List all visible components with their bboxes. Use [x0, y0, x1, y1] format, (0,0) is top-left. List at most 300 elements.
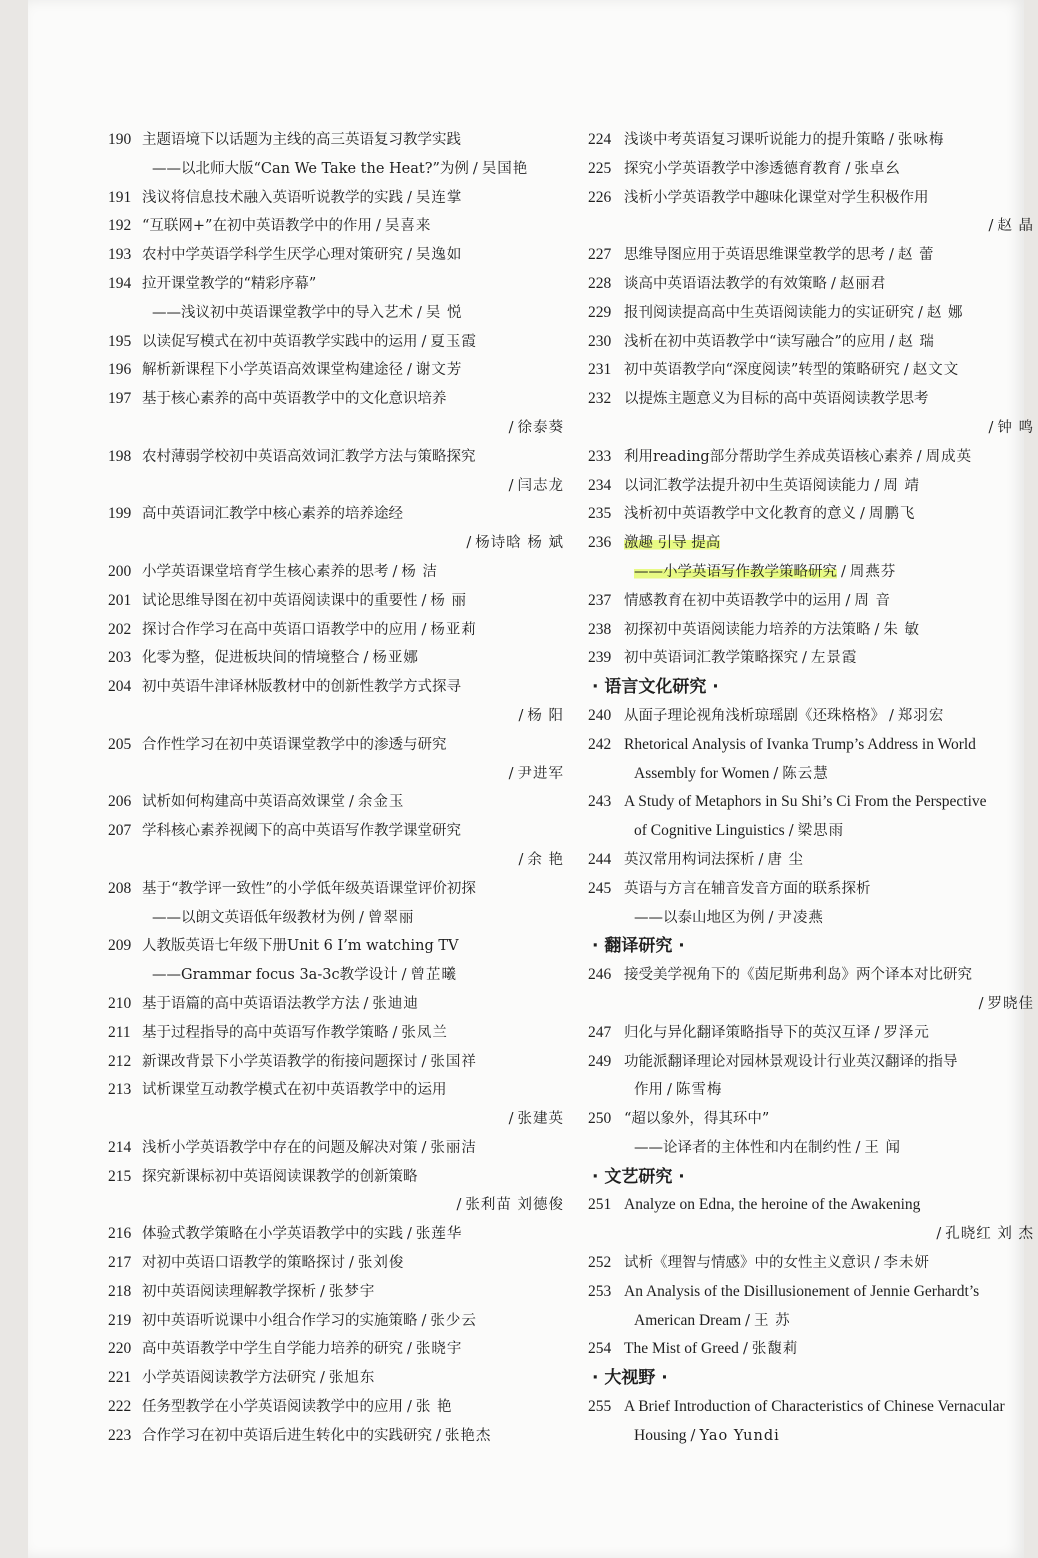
entry-body	[142, 558, 568, 587]
author-separator: /	[421, 621, 427, 638]
entry-number: 237	[588, 591, 612, 609]
entry-title: 对初中英语口语教学的策略探讨	[142, 1255, 345, 1272]
entry-title: 体验式教学策略在小学英语教学中的实践	[142, 1226, 403, 1243]
entry-body	[142, 1163, 568, 1221]
entry-title: 试析课堂互动教学模式在初中英语教学中的运用	[142, 1082, 447, 1099]
entry-title-line	[624, 788, 1038, 817]
entry-title-line	[142, 817, 568, 846]
entry-author: 张莲华	[415, 1226, 463, 1243]
toc-entry	[588, 587, 1038, 616]
entry-author: 张 艳	[415, 1399, 453, 1416]
entry-title-line	[624, 846, 1038, 875]
toc-entry	[108, 1076, 568, 1134]
entry-author: 杨亚莉	[430, 621, 477, 638]
toc-entry	[588, 1393, 1038, 1451]
author-separator: /	[363, 995, 369, 1012]
toc-entry	[588, 702, 1038, 731]
entry-number: 252	[588, 1254, 612, 1272]
entry-subtitle: ——浅议初中英语课堂教学中的导入艺术	[152, 304, 413, 321]
toc-entry	[588, 356, 1038, 385]
entry-number: 247	[588, 1023, 612, 1041]
entry-title-line	[142, 1163, 568, 1192]
entry-title: 小学英语阅读教学方法研究	[142, 1370, 316, 1387]
entry-body	[624, 270, 1038, 299]
entry-number: 198	[108, 447, 132, 465]
entry-body	[624, 443, 1038, 472]
author-separator: /	[508, 1111, 514, 1128]
entry-body	[624, 587, 1038, 616]
entry-body	[624, 241, 1038, 270]
entry-author: 闫志龙	[517, 477, 564, 494]
author-separator: /	[845, 592, 851, 609]
entry-body	[142, 1393, 568, 1422]
toc-entry	[588, 788, 1038, 846]
entry-subtitle: ——论译者的主体性和内在制约性	[634, 1139, 852, 1156]
entry-title-line	[142, 270, 568, 299]
entry-author: 张卓幺	[854, 160, 901, 177]
entry-number: 211	[108, 1023, 131, 1041]
entry-number: 217	[108, 1254, 132, 1272]
entry-number: 232	[588, 390, 612, 408]
entry-body	[624, 356, 1038, 385]
entry-number: 243	[588, 793, 612, 811]
entry-body	[624, 1278, 1038, 1336]
toc-entry	[588, 1335, 1038, 1364]
entry-title-line	[624, 155, 1038, 184]
entry-author: 杨诗晗 杨 斌	[475, 535, 564, 552]
entry-author: 杨 丽	[430, 592, 467, 609]
author-separator: /	[988, 419, 994, 436]
entry-title-line	[142, 1307, 568, 1336]
author-separator: /	[518, 851, 524, 868]
entry-title-line	[142, 356, 568, 385]
author-separator: /	[421, 333, 427, 350]
entry-title: 主题语境下以话题为主线的高三英语复习教学实践	[142, 132, 461, 148]
entry-subtitle: American Dream	[634, 1311, 742, 1329]
section-heading: · 翻译研究 ·	[592, 936, 685, 957]
entry-title: 解析新课程下小学英语高效课堂构建途径	[142, 362, 403, 379]
entry-author: 王 苏	[754, 1312, 791, 1329]
author-separator: /	[889, 707, 894, 724]
toc-entry	[108, 270, 568, 328]
entry-title-line	[624, 328, 1038, 357]
entry-title-line	[142, 1393, 568, 1422]
toc-entry	[108, 1220, 568, 1249]
entry-number: 219	[108, 1311, 132, 1329]
entry-title: 报刊阅读提高高中生英语阅读能力的实证研究	[624, 304, 914, 321]
entry-title-line	[624, 500, 1038, 529]
entry-title: 小学英语课堂培育学生核心素养的思考	[142, 563, 389, 580]
author-separator: /	[349, 1255, 354, 1272]
entry-author: 陈云慧	[782, 765, 829, 782]
entry-number: 191	[108, 188, 132, 206]
author-separator: /	[742, 1341, 748, 1358]
entry-title: 试论思维导图在初中英语阅读课中的重要性	[142, 592, 418, 609]
author-separator: /	[508, 765, 514, 782]
entry-author: 罗晓佳	[987, 995, 1034, 1012]
entry-author: 夏玉霞	[430, 333, 477, 350]
author-separator: /	[456, 1197, 462, 1214]
entry-number: 236	[588, 534, 612, 552]
entry-body	[142, 385, 568, 443]
entry-title-line	[142, 328, 568, 357]
entry-title: 以读促写模式在初中英语教学实践中的运用	[142, 333, 418, 350]
entry-body	[142, 731, 568, 789]
entry-author: 尹凌燕	[777, 909, 824, 926]
entry-body	[142, 990, 568, 1019]
entry-title: A Brief Introduction of Characteristics of Chinese Vernacular	[624, 1398, 1005, 1416]
entry-body	[142, 875, 568, 933]
entry-title: 激趣 引导 提高	[624, 535, 721, 552]
toc-entry	[108, 1278, 568, 1307]
entry-title-line	[142, 1220, 568, 1249]
entry-title: 试析《理智与情感》中的女性主义意识	[624, 1255, 871, 1272]
entry-title-line	[624, 126, 1038, 155]
entry-number: 196	[108, 361, 132, 379]
entry-title: 浅析初中英语教学中文化教育的意义	[624, 506, 856, 523]
entry-author: 张梦宇	[328, 1283, 376, 1300]
author-separator: /	[903, 362, 909, 379]
entry-author: 张利苗 刘德俊	[465, 1197, 564, 1214]
entry-title-line	[624, 356, 1038, 385]
entry-subtitle: of Cognitive Linguistics	[634, 822, 785, 840]
entry-author: 吴连掌	[415, 189, 463, 206]
entry-title-line	[624, 1335, 1038, 1364]
entry-body	[142, 1048, 568, 1077]
entry-body	[624, 529, 1038, 587]
entry-author: 张丽洁	[430, 1139, 477, 1156]
author-separator: /	[508, 419, 514, 436]
entry-title-line	[624, 385, 1038, 414]
toc-entry	[108, 673, 568, 731]
toc-entry	[108, 184, 568, 213]
entry-author: 杨亚娜	[372, 650, 419, 667]
entry-title: 高中英语教学中学生自学能力培养的研究	[142, 1341, 403, 1358]
entry-title: 基于“教学评一致性”的小学低年级英语课堂评价初探	[142, 880, 476, 897]
entry-number: 225	[588, 159, 612, 177]
entry-number: 203	[108, 649, 132, 667]
entry-body	[624, 875, 1038, 933]
entry-title-line	[142, 1335, 568, 1364]
entry-author: 曾翠丽	[367, 909, 415, 926]
entry-number: 226	[588, 188, 612, 206]
entry-title: 试析如何构建高中英语高效课堂	[142, 794, 345, 811]
entry-number: 228	[588, 274, 612, 292]
author-separator: /	[392, 563, 398, 580]
entry-title: 情感教育在初中英语教学中的运用	[624, 592, 842, 609]
toc-entry	[108, 932, 568, 990]
toc-entry	[108, 1249, 568, 1278]
entry-number: 218	[108, 1282, 132, 1300]
entry-author: 赵丽君	[839, 275, 887, 292]
entry-author: 周 音	[854, 592, 891, 609]
entry-title-line	[624, 529, 1038, 558]
toc-entry	[108, 385, 568, 443]
toc-entry	[108, 1019, 568, 1048]
toc-entry	[588, 1048, 1038, 1106]
right-column	[588, 126, 1038, 1451]
toc-entry	[108, 558, 568, 587]
entry-number: 215	[108, 1167, 132, 1185]
entry-subtitle: ——小学英语写作教学策略研究	[634, 563, 837, 580]
entry-subtitle-line	[142, 904, 568, 933]
entry-number: 220	[108, 1340, 132, 1358]
entry-author: 左景霞	[810, 650, 858, 667]
toc-entry	[108, 1393, 568, 1422]
entry-body	[624, 299, 1038, 328]
entry-title-line	[624, 443, 1038, 472]
toc-entry	[108, 1422, 568, 1451]
entry-author: 曾芷曦	[410, 967, 457, 984]
entry-title: 初中英语词汇教学策略探究	[624, 650, 798, 667]
entry-body	[142, 270, 568, 328]
entry-author-line	[142, 846, 568, 875]
entry-author: 赵 蕾	[897, 247, 935, 264]
author-separator: /	[349, 794, 354, 811]
entry-body	[142, 616, 568, 645]
entry-number: 233	[588, 447, 612, 465]
entry-number: 194	[108, 274, 132, 292]
entry-subtitle-line	[624, 558, 1038, 587]
entry-author: 杨 洁	[401, 563, 438, 580]
entry-author-line	[142, 1105, 568, 1134]
entry-title-line	[624, 1019, 1038, 1048]
author-separator: /	[407, 189, 412, 206]
author-separator: /	[359, 909, 364, 926]
author-separator: /	[758, 851, 764, 868]
entry-body	[142, 587, 568, 616]
entry-author: 赵 晶	[997, 218, 1034, 235]
entry-body	[142, 126, 568, 184]
entry-subtitle: ——Grammar focus 3a-3c教学设计	[152, 967, 398, 984]
entry-number: 253	[588, 1282, 612, 1300]
entry-author-line	[624, 414, 1038, 443]
entry-number: 223	[108, 1426, 132, 1444]
entry-title-line	[624, 299, 1038, 328]
toc-entry	[588, 1278, 1038, 1336]
entry-body	[142, 184, 568, 213]
toc-entry	[108, 616, 568, 645]
entry-title-line	[142, 875, 568, 904]
entry-title-line	[142, 932, 568, 961]
author-separator: /	[845, 160, 851, 177]
entry-author: 赵 瑞	[898, 333, 935, 350]
entry-title-line	[142, 1019, 568, 1048]
author-separator: /	[518, 707, 524, 724]
entry-body	[624, 184, 1038, 242]
toc-entry	[588, 1191, 1038, 1249]
toc-entry	[588, 443, 1038, 472]
entry-title-line	[142, 616, 568, 645]
entry-title: 以词汇教学法提升初中生英语阅读能力	[624, 477, 871, 494]
entry-title: 基于过程指导的高中英语写作教学策略	[142, 1024, 389, 1041]
entry-number: 206	[108, 793, 132, 811]
entry-number: 213	[108, 1081, 132, 1099]
entry-subtitle: ——以朗文英语低年级教材为例	[152, 909, 355, 926]
entry-author-line	[624, 212, 1038, 241]
entry-subtitle: ——以北师大版“Can We Take the Heat?”为例	[152, 160, 469, 177]
entry-body	[142, 1220, 568, 1249]
entry-number: 214	[108, 1138, 132, 1156]
entry-author: 郑羽宏	[897, 707, 945, 724]
entry-number: 254	[588, 1340, 612, 1358]
entry-number: 197	[108, 390, 132, 408]
author-separator: /	[320, 1370, 325, 1387]
entry-number: 210	[108, 994, 132, 1012]
entry-title: 农村薄弱学校初中英语高效词汇教学方法与策略探究	[142, 448, 476, 465]
toc-entry	[108, 788, 568, 817]
entry-author-line	[142, 472, 568, 501]
author-separator: /	[320, 1283, 325, 1300]
entry-title: 高中英语词汇教学中核心素养的培养途经	[142, 506, 403, 523]
entry-title-line	[624, 270, 1038, 299]
entry-title: 化零为整，促进板块间的情境整合	[142, 650, 360, 667]
entry-body	[142, 1278, 568, 1307]
entry-author: 赵 娜	[926, 304, 964, 321]
toc-entry	[108, 328, 568, 357]
entry-author: 周鹏飞	[868, 506, 916, 523]
entry-number: 207	[108, 822, 132, 840]
toc-entry	[588, 155, 1038, 184]
toc-entry	[588, 500, 1038, 529]
author-separator: /	[841, 563, 846, 580]
entry-author: 余金玉	[357, 794, 405, 811]
entry-author: 陈雪梅	[675, 1082, 723, 1099]
entry-subtitle-line	[624, 904, 1038, 933]
author-separator: /	[874, 1024, 880, 1041]
entry-body	[624, 1335, 1038, 1364]
entry-title: Rhetorical Analysis of Ivanka Trump’s Address in World	[624, 735, 976, 753]
entry-body	[624, 702, 1038, 731]
toc-entry	[108, 212, 568, 241]
entry-title: 浅谈中考英语复习课听说能力的提升策略	[624, 132, 885, 148]
entry-body	[624, 500, 1038, 529]
entry-subtitle: ——以泰山地区为例	[634, 909, 765, 926]
entry-title: 人教版英语七年级下册Unit 6 I’m watching TV	[142, 938, 459, 955]
entry-title-line	[624, 875, 1038, 904]
entry-author: 孔晓红 刘 杰	[945, 1226, 1034, 1243]
entry-author: Yao Yundi	[699, 1427, 780, 1444]
entry-body	[142, 932, 568, 990]
entry-number: 245	[588, 879, 612, 897]
toc-entry	[108, 500, 568, 558]
entry-title-line	[142, 1076, 568, 1105]
toc-entry	[588, 241, 1038, 270]
entry-title-line	[142, 673, 568, 702]
entry-title-line	[624, 1278, 1038, 1307]
entry-title-line	[624, 644, 1038, 673]
entry-number: 205	[108, 735, 132, 753]
entry-author: 张艳杰	[444, 1427, 492, 1444]
entry-subtitle-line	[142, 299, 568, 328]
toc-entry	[108, 1163, 568, 1221]
entry-author: 李未妍	[883, 1255, 930, 1272]
entry-subtitle: 作用	[634, 1082, 663, 1099]
toc-entry	[108, 1364, 568, 1393]
author-separator: /	[860, 506, 865, 523]
entry-title: 浅议将信息技术融入英语听说教学的实践	[142, 189, 403, 206]
toc-entry	[588, 1105, 1038, 1163]
entry-title-line	[624, 702, 1038, 731]
entry-title: 任务型教学在小学英语阅读教学中的应用	[142, 1399, 403, 1416]
entry-author: 徐泰葵	[517, 419, 564, 436]
entry-body	[624, 1019, 1038, 1048]
entry-title: 基于核心素养的高中英语教学中的文化意识培养	[142, 391, 447, 408]
entry-author-line	[142, 760, 568, 789]
entry-body	[142, 328, 568, 357]
entry-title: 从面子理论视角浅析琼瑶剧《还珠格格》	[624, 707, 885, 724]
entry-subtitle: Assembly for Women	[634, 764, 770, 782]
toc-entry	[108, 1307, 568, 1336]
entry-body	[624, 472, 1038, 501]
entry-title-line	[624, 1249, 1038, 1278]
entry-number: 242	[588, 735, 612, 753]
entry-title: 学科核心素养视阈下的高中英语写作教学课堂研究	[142, 823, 461, 840]
entry-title-line	[624, 616, 1038, 645]
entry-number: 208	[108, 879, 132, 897]
toc-entry	[588, 385, 1038, 443]
entry-title-line	[142, 1278, 568, 1307]
entry-subtitle-line	[624, 1076, 1038, 1105]
entry-number: 193	[108, 246, 132, 264]
entry-author: 吴逸如	[415, 247, 463, 264]
toc-entry	[108, 875, 568, 933]
toc-entry	[588, 126, 1038, 155]
entry-author-line	[142, 702, 568, 731]
entry-body	[624, 616, 1038, 645]
entry-title-line	[142, 500, 568, 529]
entry-author: 杨 阳	[527, 707, 564, 724]
entry-title-line	[142, 644, 568, 673]
entry-title-line	[142, 1048, 568, 1077]
entry-number: 216	[108, 1225, 132, 1243]
entry-author: 谢文芳	[415, 362, 463, 379]
entry-title-line	[624, 472, 1038, 501]
entry-author-line	[624, 1220, 1038, 1249]
entry-title: 探究新课标初中英语阅读课教学的创新策略	[142, 1168, 418, 1185]
entry-title: 浅析小学英语教学中趣味化课堂对学生积极作用	[624, 189, 929, 206]
entry-title: 合作性学习在初中英语课堂教学中的渗透与研究	[142, 736, 447, 753]
entry-number: 234	[588, 476, 612, 494]
toc-entry	[108, 1048, 568, 1077]
entry-title: 探究小学英语教学中渗透德育教育	[624, 160, 842, 177]
entry-title: 初中英语教学向“深度阅读”转型的策略研究	[624, 362, 900, 379]
author-separator: /	[874, 477, 880, 494]
entry-subtitle: Housing	[634, 1426, 687, 1444]
entry-number: 200	[108, 562, 132, 580]
toc-entry	[588, 184, 1038, 242]
entry-title: 浅析在初中英语教学中“读写融合”的应用	[624, 333, 886, 350]
author-separator: /	[472, 160, 478, 177]
author-separator: /	[392, 1024, 398, 1041]
entry-title-line	[624, 961, 1038, 990]
entry-author: 张国祥	[430, 1053, 477, 1070]
entry-title-line	[142, 788, 568, 817]
author-separator: /	[421, 1139, 427, 1156]
author-separator: /	[988, 218, 994, 235]
entry-body	[624, 788, 1038, 846]
entry-body	[142, 1019, 568, 1048]
entry-subtitle-line	[142, 961, 568, 990]
entry-title: “超以象外，得其环中”	[624, 1111, 770, 1128]
entry-number: 192	[108, 217, 132, 235]
toc-entry	[588, 616, 1038, 645]
entry-body	[142, 1134, 568, 1163]
entry-title: 思维导图应用于英语思维课堂教学的思考	[624, 247, 885, 264]
author-separator: /	[788, 823, 794, 840]
toc-entry	[588, 529, 1038, 587]
entry-number: 235	[588, 505, 612, 523]
